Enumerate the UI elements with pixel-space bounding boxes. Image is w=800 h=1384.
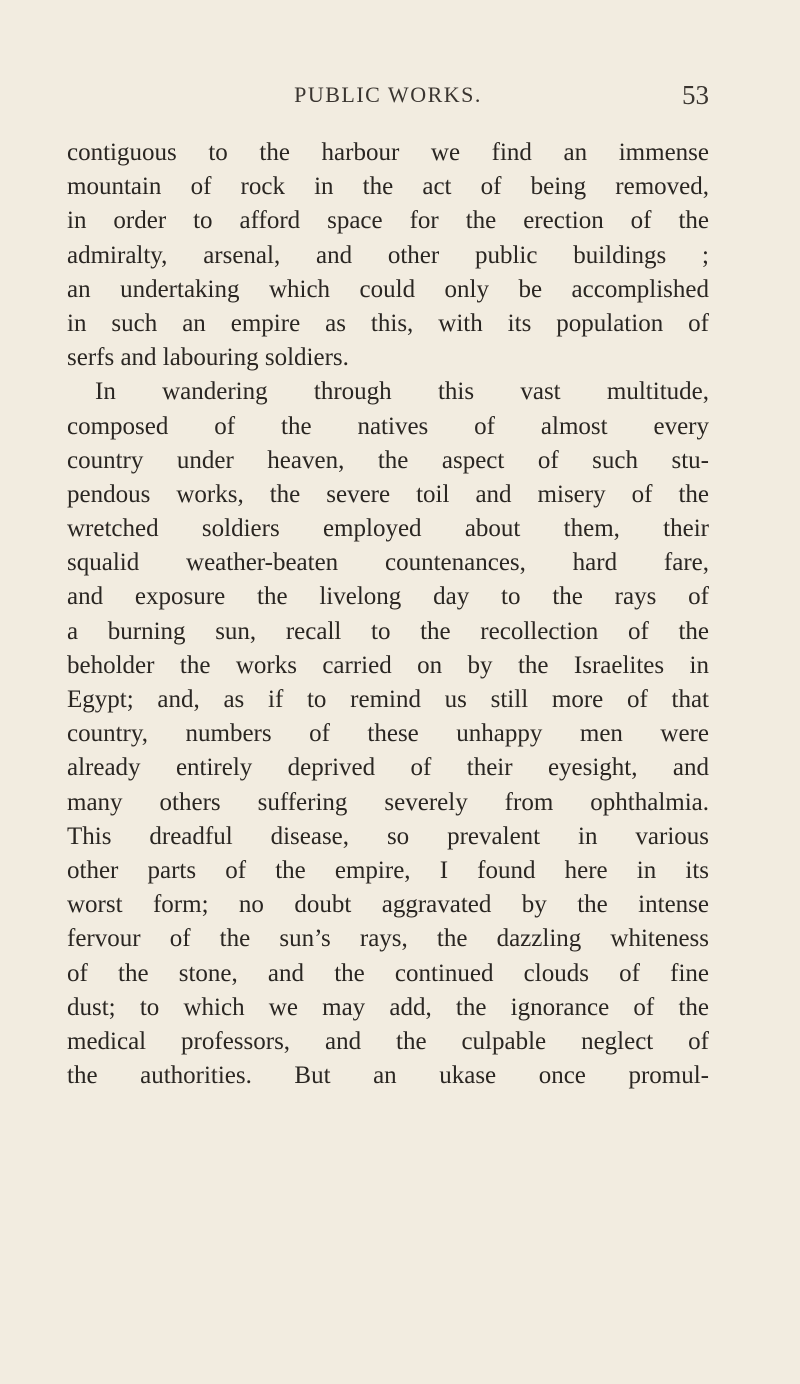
text-line: of the stone, and the continued clouds of fine	[67, 959, 709, 987]
text-line: in such an empire as this, with its population of	[67, 309, 709, 337]
text-line: country, numbers of these unhappy men were	[67, 720, 709, 748]
text-line: already entirely deprived of their eyesight, and	[67, 754, 709, 782]
text-line: pendous works, the severe toil and misery of the	[67, 480, 709, 508]
text-line: in order to afford space for the erection of the	[67, 207, 709, 235]
text-line: This dreadful disease, so prevalent in various	[67, 822, 709, 850]
text-line: medical professors, and the culpable neglect of	[67, 1027, 709, 1055]
text-line: mountain of rock in the act of being removed,	[67, 173, 709, 201]
page-number: 53	[682, 80, 709, 110]
text-line: an undertaking which could only be accomplished	[67, 275, 709, 303]
text-line: many others suffering severely from ophthalmia.	[67, 788, 709, 816]
text-line: other parts of the empire, I found here in its	[67, 856, 709, 884]
text-line: beholder the works carried on by the Israelites in	[67, 651, 709, 679]
text-line: serfs and labouring soldiers.	[67, 344, 349, 372]
text-line: Egypt; and, as if to remind us still more of that	[67, 686, 709, 713]
paragraph-first-line: In wandering through this vast multitude,	[95, 378, 709, 406]
text-line: country under heaven, the aspect of such stu-	[67, 446, 709, 474]
text-line: composed of the natives of almost every	[67, 412, 709, 440]
text-line: the authorities. But an ukase once promul-	[67, 1062, 709, 1090]
text-line: dust; to which we may add, the ignorance of the	[67, 993, 709, 1021]
text-line: and exposure the livelong day to the rays of	[67, 583, 709, 611]
running-title: PUBLIC WORKS.	[294, 82, 482, 107]
text-line: wretched soldiers employed about them, their	[67, 515, 709, 543]
text-line: fervour of the sun’s rays, the dazzling whiteness	[67, 925, 709, 953]
text-line: admiralty, arsenal, and other public buildings ;	[67, 241, 709, 269]
text-line: a burning sun, recall to the recollection of the	[67, 617, 709, 645]
text-line: contiguous to the harbour we find an immense	[67, 139, 709, 166]
text-line: worst form; no doubt aggravated by the intense	[67, 891, 709, 919]
text-line: squalid weather-beaten countenances, hard fare,	[67, 549, 709, 577]
body-text	[67, 136, 709, 1093]
running-head	[67, 82, 709, 118]
